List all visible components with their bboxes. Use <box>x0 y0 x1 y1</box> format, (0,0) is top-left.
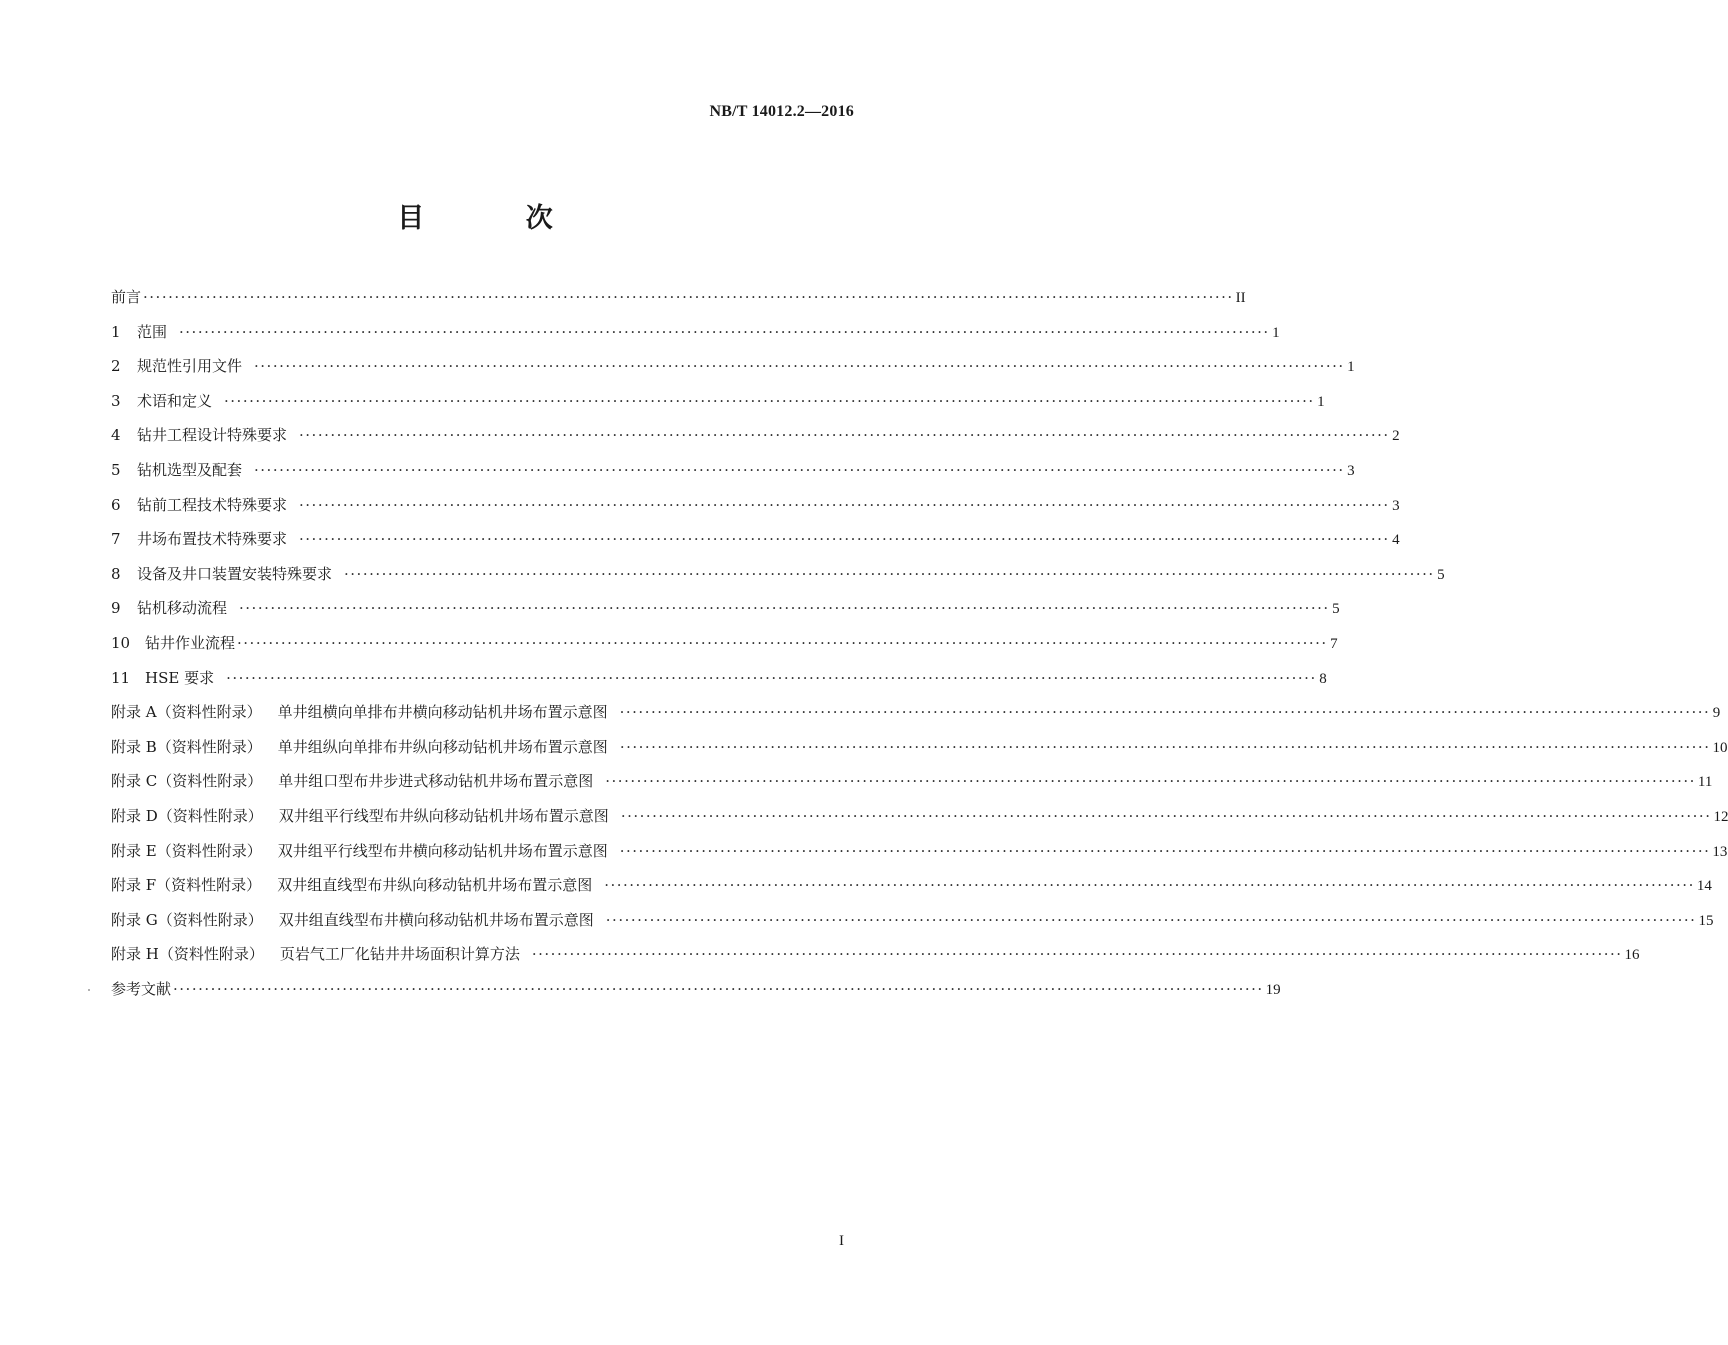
toc-entry-page: 16 <box>1624 947 1640 964</box>
toc-entry-page: 10 <box>1712 739 1728 756</box>
toc-entry-appendix-b[interactable] <box>111 734 1728 769</box>
toc-entry-label: 钻井工程设计特殊要求 <box>137 426 288 445</box>
toc-leader-dots: ·············································································································································································· <box>299 426 1390 445</box>
toc-entry-label: 范围 <box>137 322 168 341</box>
toc-entry-label: 页岩气工厂化钻井井场面积计算方法 <box>279 945 520 964</box>
toc-entry-number: 10 <box>111 633 131 652</box>
toc-entry-label: 单井组口型布井步进式移动钻机井场布置示意图 <box>278 772 594 791</box>
appendix-tag: 附录 C（资料性附录） <box>111 772 263 791</box>
toc-entry-page: 1 <box>1272 324 1280 341</box>
toc-entry-label: 双井组直线型布井横向移动钻机井场布置示意图 <box>278 910 594 929</box>
toc-entry-page: 13 <box>1712 843 1728 860</box>
toc-entry-page: 1 <box>1317 393 1325 410</box>
toc-entry-number: 1 <box>111 322 121 341</box>
toc-entry-label: 设备及井口装置安装特殊要求 <box>137 564 333 583</box>
toc-entry-page: 19 <box>1265 981 1281 998</box>
toc-leader-dots: ·············································································································································································· <box>605 772 1696 791</box>
toc-entry-number: 8 <box>111 564 121 583</box>
toc-entry-9[interactable] <box>111 595 1340 630</box>
toc-leader-dots: ·············································································································································································· <box>224 391 1315 410</box>
page-number: I <box>839 1233 844 1249</box>
appendix-tag: 附录 D（资料性附录） <box>111 806 263 825</box>
toc-entry-6[interactable] <box>111 492 1400 527</box>
toc-entry-11[interactable] <box>111 665 1327 700</box>
toc-entry-page: 5 <box>1437 566 1445 583</box>
toc-leader-dots: ·············································································································································································· <box>239 599 1330 618</box>
toc-entry-appendix-a[interactable] <box>111 699 1721 734</box>
toc-leader-dots: ·············································································································································································· <box>344 564 1435 583</box>
page-title: 目 次 <box>397 203 599 234</box>
toc-entry-page: 2 <box>1392 428 1400 445</box>
toc-entry-page: 1 <box>1347 359 1355 376</box>
toc-entry-number: 11 <box>111 668 131 687</box>
toc-entry-page: 14 <box>1696 878 1712 895</box>
toc-leader-dots: ·············································································································································································· <box>619 737 1711 756</box>
toc-leader-dots: ·············································································································································································· <box>619 703 1711 722</box>
appendix-tag: 附录 F（资料性附录） <box>111 876 262 895</box>
toc-entry-label: 参考文献 <box>111 979 172 998</box>
toc-entry-number: 2 <box>111 357 121 376</box>
toc-leader-dots: ·············································································································································································· <box>254 357 1345 376</box>
toc-entry-page: 7 <box>1330 635 1338 652</box>
toc-leader-dots: ·············································································································································································· <box>620 806 1712 825</box>
toc-entry-page: 15 <box>1698 912 1714 929</box>
appendix-tag: 附录 G（资料性附录） <box>111 910 263 929</box>
toc-entry-number: 6 <box>111 495 121 514</box>
toc-entry-foreword[interactable] <box>111 284 1246 319</box>
toc-entry-appendix-d[interactable] <box>111 803 1728 838</box>
toc-entry-page: 9 <box>1712 705 1721 722</box>
toc-entry-appendix-c[interactable] <box>111 768 1713 803</box>
toc-entry-page: 5 <box>1332 601 1340 618</box>
toc-entry-page: 11 <box>1697 774 1713 791</box>
toc-leader-dots: ·············································································································································································· <box>254 460 1345 479</box>
scan-speck <box>88 989 90 991</box>
toc-entry-label: 前言 <box>111 288 142 306</box>
table-of-contents <box>111 284 1728 1010</box>
toc-leader-dots: ·············································································································································································· <box>226 668 1317 687</box>
toc-entry-label: 单井组纵向单排布井纵向移动钻机井场布置示意图 <box>277 737 608 756</box>
toc-entry-label: 双井组平行线型布井横向移动钻机井场布置示意图 <box>277 841 608 860</box>
toc-leader-dots: ·············································································································································································· <box>619 841 1711 860</box>
toc-entry-label: 井场布置技术特殊要求 <box>137 530 288 549</box>
toc-entry-page: 3 <box>1347 462 1355 479</box>
toc-leader-dots: ·············································································································································································· <box>531 945 1623 964</box>
toc-leader-dots: ·············································································································································································· <box>299 495 1390 514</box>
toc-entry-appendix-f[interactable] <box>111 872 1712 907</box>
toc-entry-page: 8 <box>1319 670 1327 687</box>
toc-entry-10[interactable] <box>111 630 1338 665</box>
toc-entry-number: 5 <box>111 460 121 479</box>
toc-entry-label: HSE 要求 <box>145 668 215 687</box>
toc-entry-label: 规范性引用文件 <box>137 357 243 376</box>
toc-entry-label: 双井组平行线型布井纵向移动钻机井场布置示意图 <box>278 806 609 825</box>
toc-entry-7[interactable] <box>111 526 1400 561</box>
toc-entry-page: II <box>1235 290 1246 306</box>
standard-code: NB/T 14012.2—2016 <box>709 103 854 120</box>
appendix-tag: 附录 H（资料性附录） <box>111 945 264 964</box>
toc-entry-3[interactable] <box>111 388 1325 423</box>
toc-entry-label: 钻机选型及配套 <box>137 460 243 479</box>
toc-entry-number: 3 <box>111 391 121 410</box>
toc-entry-1[interactable] <box>111 319 1280 354</box>
appendix-tag: 附录 B（资料性附录） <box>111 737 262 756</box>
toc-entry-label: 钻机移动流程 <box>137 599 228 618</box>
toc-entry-5[interactable] <box>111 457 1355 492</box>
toc-entry-8[interactable] <box>111 561 1445 596</box>
toc-leader-dots: ·············································································································································································· <box>237 633 1328 652</box>
toc-entry-label: 双井组直线型布井纵向移动钻机井场布置示意图 <box>277 876 593 895</box>
toc-entry-label: 钻前工程技术特殊要求 <box>137 495 288 514</box>
toc-entry-2[interactable] <box>111 353 1355 388</box>
toc-entry-label: 单井组横向单排布井横向移动钻机井场布置示意图 <box>277 703 608 722</box>
toc-entry-number: 7 <box>111 530 121 549</box>
toc-entry-references[interactable] <box>111 976 1281 1011</box>
toc-leader-dots: ·············································································································································································· <box>143 288 1234 306</box>
toc-entry-label: 钻井作业流程 <box>145 633 236 652</box>
toc-entry-page: 3 <box>1392 497 1400 514</box>
toc-entry-label: 术语和定义 <box>137 391 213 410</box>
toc-leader-dots: ·············································································································································································· <box>179 322 1270 341</box>
toc-leader-dots: ·············································································································································································· <box>604 876 1695 895</box>
appendix-tag: 附录 A（资料性附录） <box>111 703 262 722</box>
toc-leader-dots: ·············································································································································································· <box>173 979 1264 998</box>
toc-entry-page: 12 <box>1713 808 1728 825</box>
toc-entry-4[interactable] <box>111 422 1400 457</box>
toc-entry-appendix-g[interactable] <box>111 907 1714 942</box>
toc-leader-dots: ·············································································································································································· <box>299 530 1390 549</box>
toc-entry-page: 4 <box>1392 532 1400 549</box>
toc-leader-dots: ·············································································································································································· <box>605 910 1697 929</box>
toc-entry-number: 9 <box>111 599 121 618</box>
appendix-tag: 附录 E（资料性附录） <box>111 841 262 860</box>
toc-entry-number: 4 <box>111 426 121 445</box>
toc-entry-appendix-h[interactable] <box>111 941 1640 976</box>
toc-entry-appendix-e[interactable] <box>111 838 1728 873</box>
